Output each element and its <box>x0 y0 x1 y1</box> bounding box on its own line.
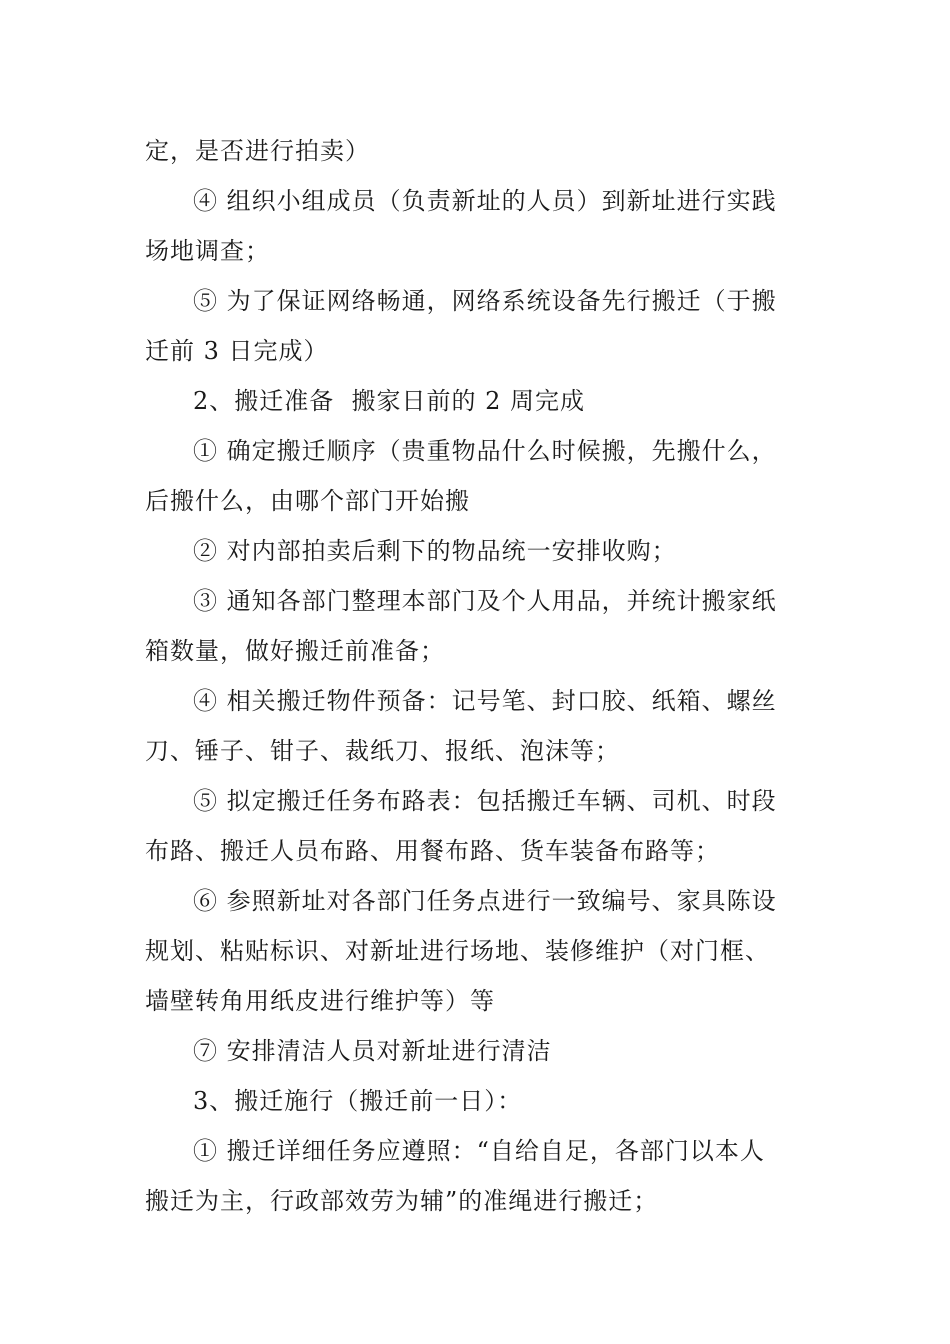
text-line: 场地调查； <box>145 237 270 265</box>
text-line: ⑤ 拟定搬迁任务布路表：包括搬迁车辆、司机、时段 <box>193 787 777 815</box>
text-line: ⑦ 安排清洁人员对新址进行清洁 <box>193 1037 552 1065</box>
text-line: ③ 通知各部门整理本部门及个人用品，并统计搬家纸 <box>193 587 777 615</box>
text-line: ④ 相关搬迁物件预备：记号笔、封口胶、纸箱、螺丝 <box>193 687 777 715</box>
text-line: 规划、粘贴标识、对新址进行场地、装修维护（对门框、 <box>145 937 770 965</box>
text-line: 刀、锤子、钳子、裁纸刀、报纸、泡沫等； <box>145 737 620 765</box>
text-line: 搬迁为主，行政部效劳为辅”的准绳进行搬迁； <box>145 1187 659 1215</box>
section-heading: 2、搬迁准备 搬家日前的 2 周完成 <box>193 387 586 415</box>
text-line: 墙壁转角用纸皮进行维护等）等 <box>145 987 495 1015</box>
text-line: 后搬什么，由哪个部门开始搬 <box>145 487 470 515</box>
text-line: ⑥ 参照新址对各部门任务点进行一致编号、家具陈设 <box>193 887 777 915</box>
text-line: 定，是否进行拍卖） <box>145 137 370 165</box>
text-line: ⑤ 为了保证网络畅通，网络系统设备先行搬迁（于搬 <box>193 287 777 315</box>
text-line: ① 搬迁详细任务应遵照：“自给自足，各部门以本人 <box>193 1137 765 1165</box>
text-line: ② 对内部拍卖后剩下的物品统一安排收购； <box>193 537 677 565</box>
text-line: ④ 组织小组成员（负责新址的人员）到新址进行实践 <box>193 187 777 215</box>
text-line: 迁前 3 日完成） <box>145 337 329 365</box>
text-line: 布路、搬迁人员布路、用餐布路、货车装备布路等； <box>145 837 720 865</box>
text-line: 箱数量，做好搬迁前准备； <box>145 637 445 665</box>
text-line: ① 确定搬迁顺序（贵重物品什么时候搬，先搬什么， <box>193 437 777 465</box>
section-heading: 3、搬迁施行（搬迁前一日）： <box>193 1087 523 1115</box>
